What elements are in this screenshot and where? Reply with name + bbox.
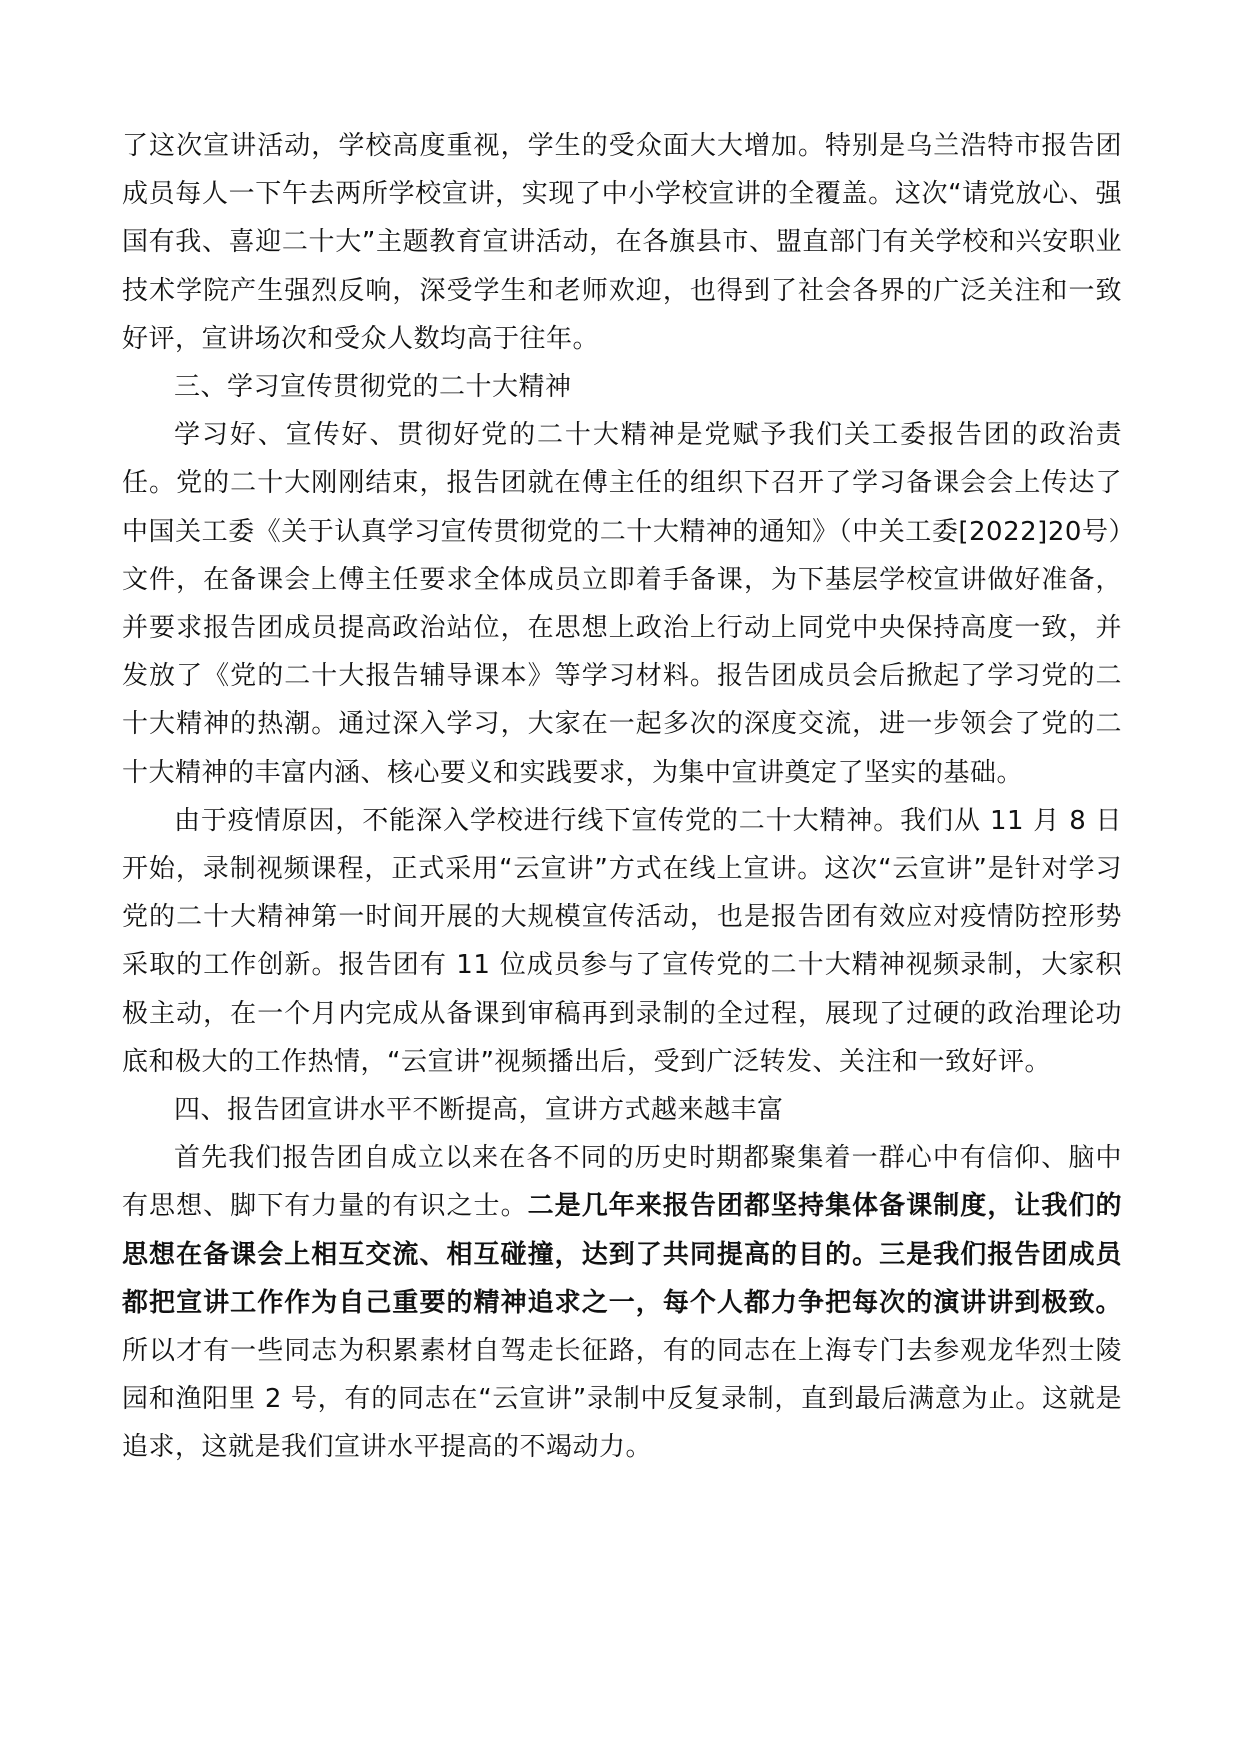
paragraph-part-normal-end: 所以才有一些同志为积累素材自驾走长征路，有的同志在上海专门去参观龙华烈士陵园和渔阳里 2 号，有的同志在“云宣讲”录制中反复录制，直到最后满意为止。这就是追求，这就是我们宣讲水平提高的不竭动力。 bbox=[122, 1336, 1122, 1463]
section-heading-4: 四、报告团宣讲水平不断提高，宣讲方式越来越丰富 bbox=[174, 1095, 784, 1126]
paragraph-study-spirit: 学习好、宣传好、贯彻好党的二十大精神是党赋予我们关工委报告团的政治责任。党的二十大刚刚结束，报告团就在傅主任的组织下召开了学习备课会会上传达了中国关工委《关于认真学习宣传贯彻党的二十大精神的通知》（中关工委[2022]20号）文件，在备课会上傅主任要求全体成员立即着手备课，为下基层学校宣讲做好准备，并要求报告团成员提高政治站位，在思想上政治上行动上同党中央保持高度一致，并发放了《党的二十大报告辅导课本》等学习材料。报告团成员会后掀起了学习党的二十大精神的热潮。通过深入学习，大家在一起多次的深度交流，进一步领会了党的二十大精神的丰富内涵、核心要义和实践要求，为集中宣讲奠定了坚实的基础。 bbox=[122, 420, 1122, 788]
paragraph-cloud-lecture: 由于疫情原因，不能深入学校进行线下宣传党的二十大精神。我们从 11 月 8 日开始，录制视频课程，正式采用“云宣讲”方式在线上宣讲。这次“云宣讲”是针对学习党的二十大精神第一时间开展的大规模宣传活动，也是报告团有效应对疫情防控形势采取的工作创新。报告团有 11 位成员参与了宣传党的二十大精神视频录制，大家积极主动，在一个月内完成从备课到审稿再到录制的全过程，展现了过硬的政治理论功底和极大的工作热情，“云宣讲”视频播出后，受到广泛转发、关注和一致好评。 bbox=[122, 805, 1122, 1077]
paragraph-lecture-level bbox=[122, 1134, 1122, 1471]
paragraph-part-normal: 首先我们报告团自成立以来在各不同的历史时期都聚集着一群心中有信仰、脑中有思想、脚下有力量的有识之士。 bbox=[122, 1143, 1122, 1222]
section-heading-3: 三、学习宣传贯彻党的二十大精神 bbox=[174, 372, 572, 403]
paragraph-continuation: 了这次宣讲活动，学校高度重视，学生的受众面大大增加。特别是乌兰浩特市报告团成员每人一下午去两所学校宣讲，实现了中小学校宣讲的全覆盖。这次“请党放心、强国有我、喜迎二十大”主题教育宣讲活动，在各旗县市、盟直部门有关学校和兴安职业技术学院产生强烈反响，深受学生和老师欢迎，也得到了社会各界的广泛关注和一致好评，宣讲场次和受众人数均高于往年。 bbox=[122, 131, 1122, 354]
paragraph-part-bold: 二是几年来报告团都坚持集体备课制度，让我们的思想在备课会上相互交流、相互碰撞，达到了共同提高的目的。三是我们报告团成员都把宣讲工作作为自己重要的精神追求之一，每个人都力争把每次的演讲讲到极致。 bbox=[122, 1191, 1122, 1318]
document-body bbox=[122, 122, 1122, 1472]
